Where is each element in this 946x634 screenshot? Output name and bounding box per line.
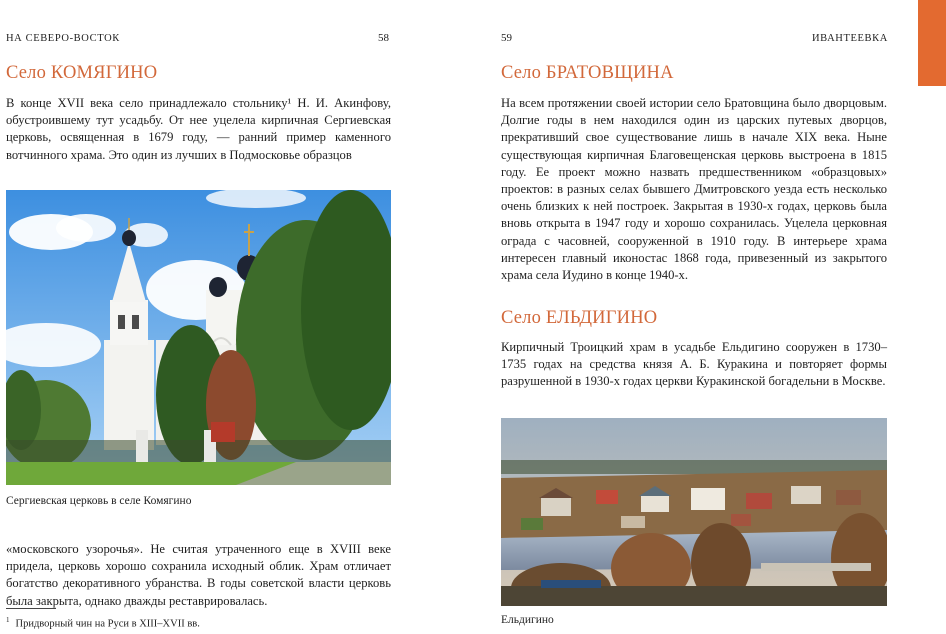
page-number-right: 59 — [501, 32, 512, 44]
running-head-left: НА СЕВЕРО-ВОСТОК — [6, 33, 120, 44]
running-head-right: ИВАНТЕЕВКА — [812, 33, 888, 44]
chapter-tab — [918, 0, 946, 86]
yeldigino-paragraph: Кирпичный Троицкий храм в усадьбе Ельдигино сооружен в 1730–1735 годах на средства князя А. Б. Куракина и повторяет формы разрушенной в 1930-х годах церкви Куракинской богадельни в Москве. — [501, 340, 887, 389]
right-page — [473, 0, 946, 634]
photo-caption-yeldigino: Ельдигино — [501, 614, 554, 626]
bratovshchina-paragraph: На всем протяжении своей истории село Братовщина было дворцовым. Долгие годы в нем находился один из царских путевых дворцов, прекративший свое существование лишь в начале XIX века. Ныне существующая кирпичная Благовещенская церковь выстроена в 1815 году. Ее проект можно назвать предшественником «образцовых» проектов: в разных селах бывшего Дмитровского уезда есть несколько очень близких к ней построек. Закрытая в 1930-х годах, церковь была вновь открыта в 1947 году и хорошо сохранилась. Уцелела церковная ограда с часовней, сооруженной в 1910 году. В интерьере храма интересен главный иконостас 1868 года, привезенный из закрытого храма села Иудино в конце 1940-х. — [501, 96, 887, 283]
section-title-yeldigino: Село ЕЛЬДИГИНО — [501, 308, 658, 328]
photo-caption-komyagino: Сергиевская церковь в селе Комягино — [6, 495, 192, 507]
continuation-paragraph: «московского узорочья». Не считая утраченного еще в XVIII веке придела, церковь хорошо сохранила исходный облик. Храм отличает богатство декоративного убранства. В годы советской власти церковь была закрыта, однако дважды реставрировалась. — [6, 542, 391, 608]
section-title-bratovshchina: Село БРАТОВЩИНА — [501, 63, 674, 83]
footnote-text: Придворный чин на Руси в XIII–XVII вв. — [15, 618, 200, 630]
page-number-left: 58 — [378, 32, 389, 44]
church-photo-komyagino — [6, 190, 391, 485]
landscape-photo-yeldigino — [501, 418, 887, 606]
section-title-komyagino: Село КОМЯГИНО — [6, 63, 158, 83]
footnote-rule — [6, 608, 56, 609]
footnote — [6, 616, 200, 630]
footnote-marker: 1 — [6, 616, 10, 624]
intro-paragraph: В конце XVII века село принадлежало стольнику¹ Н. И. Акинфову, обустроившему тут усадьбу. От нее уцелела кирпичная Сергиевская церковь, освященная в 1679 году, — ранний пример каменного вотчинного храма. Это один из лучших в Подмосковье образцов — [6, 96, 391, 162]
